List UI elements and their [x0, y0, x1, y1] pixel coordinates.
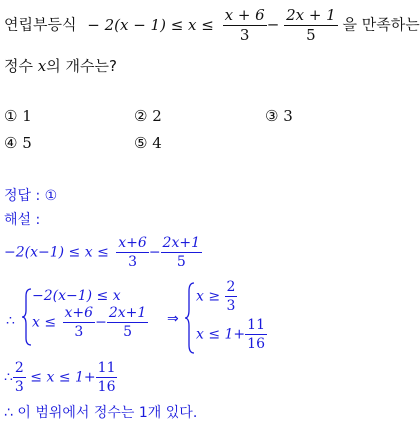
question-inequality: − 2(x − 1) ≤ x ≤ — [87, 15, 214, 34]
fraction-numerator: 2 — [14, 360, 24, 376]
fraction-denominator: 3 — [239, 26, 250, 44]
system-1-row-1: −2(x−1) ≤ x — [32, 288, 121, 304]
fraction-numerator: 11 — [247, 317, 265, 333]
implies-arrow: ⇒ — [167, 311, 179, 327]
fraction-numerator: 11 — [97, 360, 116, 376]
solution-fraction-2 — [161, 236, 202, 269]
option-number: ② — [134, 107, 148, 125]
result-fraction-1 — [13, 361, 26, 394]
fraction-numerator: x+6 — [118, 235, 147, 251]
option-number: ③ — [265, 107, 279, 125]
system-1-row-2 — [32, 306, 148, 339]
question-fraction-1 — [223, 8, 267, 43]
fraction-denominator: 5 — [176, 254, 186, 270]
left-brace-2 — [185, 282, 195, 354]
row-inequality: x ≤ — [32, 314, 57, 331]
question-fraction-2 — [284, 8, 338, 43]
option-1[interactable] — [4, 107, 32, 125]
result-inequality: ≤ x ≤ 1+ — [30, 369, 96, 386]
system-2-row-1 — [196, 280, 237, 313]
solution-inequality: −2(x−1) ≤ x ≤ — [4, 244, 109, 261]
question-line-2 — [4, 55, 117, 76]
option-value: 5 — [22, 134, 32, 152]
option-5[interactable] — [134, 134, 162, 152]
fraction-numerator: 2x + 1 — [286, 6, 336, 24]
minus-sign: − — [266, 15, 280, 34]
fraction-denominator: 5 — [123, 324, 132, 340]
minus-sign: − — [95, 314, 107, 331]
conclusion: ∴ 이 범위에서 정수는 1개 있다. — [4, 405, 198, 421]
fraction-denominator: 3 — [128, 254, 137, 270]
system-fraction-1 — [63, 306, 96, 339]
fraction-denominator: 16 — [97, 379, 116, 395]
question-variable: x — [37, 57, 47, 75]
fraction-numerator: 2 — [226, 279, 236, 295]
fraction-denominator: 5 — [306, 26, 316, 44]
fraction-numerator: x + 6 — [224, 6, 265, 24]
option-value: 3 — [283, 107, 293, 125]
solution-fraction-1 — [116, 236, 149, 269]
option-value: 1 — [22, 107, 32, 125]
left-brace — [22, 288, 32, 346]
therefore-symbol: ∴ — [4, 369, 13, 386]
question-suffix: 을 만족하는 — [342, 15, 420, 34]
system-2-fraction-2 — [245, 318, 267, 351]
option-2[interactable] — [134, 107, 162, 125]
solution-line-1 — [4, 236, 202, 269]
system-fraction-2 — [107, 306, 148, 339]
system-2-fraction-1 — [225, 280, 238, 313]
option-3[interactable] — [265, 107, 293, 125]
option-number: ① — [4, 107, 18, 125]
question-line-1 — [4, 8, 420, 43]
system-2-row-2 — [196, 318, 267, 351]
fraction-numerator: x+6 — [64, 305, 94, 321]
option-number: ⑤ — [134, 134, 148, 152]
question-prefix: 연립부등식 — [4, 15, 77, 34]
fraction-denominator: 3 — [226, 298, 236, 314]
option-value: 2 — [152, 107, 162, 125]
solution-line-3 — [4, 361, 117, 394]
minus-sign: − — [148, 244, 161, 261]
row-inequality: x ≤ 1+ — [196, 326, 246, 343]
option-4[interactable] — [4, 134, 32, 152]
row-inequality: x ≥ — [196, 288, 221, 305]
fraction-denominator: 16 — [247, 336, 265, 352]
result-fraction-2 — [96, 361, 118, 394]
option-number: ④ — [4, 134, 18, 152]
question-integer-label: 정수 — [4, 57, 33, 75]
option-value: 4 — [152, 134, 162, 152]
fraction-denominator: 3 — [74, 324, 84, 340]
fraction-numerator: 2x+1 — [108, 305, 147, 321]
answer-label: 정답 : ① — [4, 188, 58, 204]
therefore-symbol: ∴ — [6, 313, 15, 329]
fraction-denominator: 3 — [14, 379, 24, 395]
explanation-label: 해설 : — [4, 212, 41, 228]
fraction-numerator: 2x+1 — [162, 235, 200, 251]
question-ask: 의 개수는? — [46, 57, 117, 75]
